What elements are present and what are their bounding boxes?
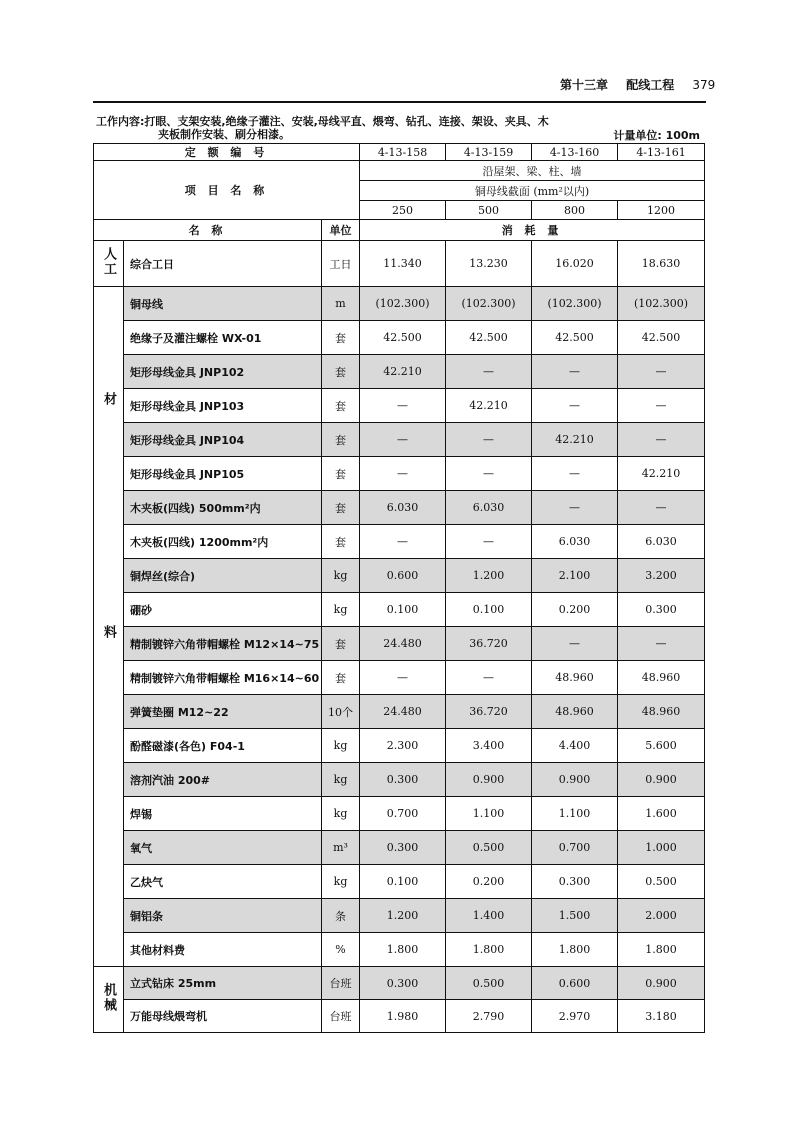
code-cell: 4-13-160 — [532, 144, 618, 161]
table-row — [94, 729, 705, 763]
value-cell: 16.020 — [532, 241, 618, 287]
value-cell: 48.960 — [618, 661, 705, 695]
table-row — [94, 967, 705, 1000]
item-name: 矩形母线金具 JNP102 — [124, 355, 322, 389]
value-cell: 11.340 — [360, 241, 446, 287]
item-name: 精制镀锌六角带帽螺栓 M12×14~75 — [124, 627, 322, 661]
value-cell: 2.790 — [446, 1000, 532, 1033]
value-cell: — — [360, 661, 446, 695]
chapter-label: 第十三章 — [560, 78, 609, 92]
size-cell: 800 — [532, 201, 618, 220]
work-label: 工作内容: — [96, 115, 145, 128]
value-cell: — — [446, 423, 532, 457]
value-cell: — — [532, 491, 618, 525]
item-name: 矩形母线金具 JNP103 — [124, 389, 322, 423]
category-cell — [94, 967, 124, 1033]
category-label: 机械 — [101, 983, 116, 1013]
item-name: 综合工日 — [124, 241, 322, 287]
value-cell: 36.720 — [446, 695, 532, 729]
table-row — [94, 389, 705, 423]
value-cell: — — [532, 627, 618, 661]
value-cell: 3.180 — [618, 1000, 705, 1033]
table-row — [94, 865, 705, 899]
value-cell: 0.600 — [532, 967, 618, 1000]
table-row — [94, 491, 705, 525]
value-cell: 42.210 — [618, 457, 705, 491]
value-cell: — — [618, 389, 705, 423]
group-row — [94, 161, 705, 181]
value-cell: 0.900 — [618, 967, 705, 1000]
value-cell: (102.300) — [446, 287, 532, 321]
item-unit: kg — [322, 729, 360, 763]
item-unit: 套 — [322, 355, 360, 389]
value-cell: 1.400 — [446, 899, 532, 933]
value-cell: 1.200 — [360, 899, 446, 933]
value-cell: 6.030 — [360, 491, 446, 525]
value-cell: 24.480 — [360, 627, 446, 661]
value-cell: 6.030 — [618, 525, 705, 559]
page-number: 379 — [692, 78, 716, 92]
value-cell: 4.400 — [532, 729, 618, 763]
value-cell: — — [532, 457, 618, 491]
code-cell: 4-13-159 — [446, 144, 532, 161]
header-rule — [93, 101, 706, 103]
item-name: 立式钻床 25mm — [124, 967, 322, 1000]
item-name: 万能母线煨弯机 — [124, 1000, 322, 1033]
table-row — [94, 525, 705, 559]
item-name: 乙炔气 — [124, 865, 322, 899]
value-cell: 2.100 — [532, 559, 618, 593]
table-row — [94, 593, 705, 627]
item-name: 木夹板(四线) 1200mm²内 — [124, 525, 322, 559]
item-name: 硼砂 — [124, 593, 322, 627]
value-cell: 3.400 — [446, 729, 532, 763]
item-name: 铜铝条 — [124, 899, 322, 933]
category-label: 材料 — [101, 392, 116, 858]
page-header — [560, 76, 716, 93]
value-cell: 0.500 — [446, 967, 532, 1000]
item-unit: 套 — [322, 321, 360, 355]
value-cell: 1.200 — [446, 559, 532, 593]
item-unit: kg — [322, 559, 360, 593]
value-cell: 1.800 — [446, 933, 532, 967]
item-unit: 套 — [322, 661, 360, 695]
value-cell: — — [446, 355, 532, 389]
value-cell: 0.100 — [360, 593, 446, 627]
value-cell: — — [360, 525, 446, 559]
item-name: 木夹板(四线) 500mm²内 — [124, 491, 322, 525]
value-cell: 0.300 — [618, 593, 705, 627]
size-cell: 250 — [360, 201, 446, 220]
value-cell: 0.700 — [532, 831, 618, 865]
unit-header: 单位 — [322, 220, 360, 241]
value-cell: 1.600 — [618, 797, 705, 831]
section-label: 配线工程 — [626, 78, 675, 92]
value-cell: 6.030 — [532, 525, 618, 559]
category-cell — [94, 287, 124, 967]
table-row — [94, 899, 705, 933]
value-cell: — — [446, 457, 532, 491]
value-cell: 1.100 — [532, 797, 618, 831]
code-cell: 4-13-158 — [360, 144, 446, 161]
item-name: 酚醛磁漆(各色) F04-1 — [124, 729, 322, 763]
category-cell — [94, 241, 124, 287]
value-cell: 0.300 — [360, 763, 446, 797]
item-unit: 套 — [322, 491, 360, 525]
value-cell: 42.210 — [446, 389, 532, 423]
group-title: 沿屋架、梁、柱、墙 — [360, 161, 705, 181]
item-unit: m³ — [322, 831, 360, 865]
code-cell: 4-13-161 — [618, 144, 705, 161]
item-unit: 套 — [322, 525, 360, 559]
table-row — [94, 831, 705, 865]
value-cell: 5.600 — [618, 729, 705, 763]
value-cell: 48.960 — [532, 695, 618, 729]
value-cell: — — [360, 389, 446, 423]
value-cell: — — [360, 423, 446, 457]
value-cell: 42.500 — [446, 321, 532, 355]
item-unit: kg — [322, 763, 360, 797]
table-row — [94, 797, 705, 831]
item-name: 溶剂汽油 200# — [124, 763, 322, 797]
value-cell: — — [618, 355, 705, 389]
work-line-1: 打眼、支架安装,绝缘子灌注、安装,母线平直、煨弯、钻孔、连接、架设、夹具、木 — [144, 115, 549, 128]
work-line-2: 夹板制作安装、刷分相漆。 — [158, 128, 290, 141]
value-cell: 1.100 — [446, 797, 532, 831]
value-cell: (102.300) — [360, 287, 446, 321]
item-unit: kg — [322, 797, 360, 831]
item-name: 焊锡 — [124, 797, 322, 831]
value-cell: 0.300 — [360, 967, 446, 1000]
item-name: 矩形母线金具 JNP105 — [124, 457, 322, 491]
value-cell: 0.100 — [360, 865, 446, 899]
value-cell: 0.900 — [532, 763, 618, 797]
item-unit: 工日 — [322, 241, 360, 287]
value-cell: 1.000 — [618, 831, 705, 865]
column-header-row — [94, 220, 705, 241]
value-cell: 0.200 — [532, 593, 618, 627]
value-cell: 0.300 — [532, 865, 618, 899]
value-cell: 0.300 — [360, 831, 446, 865]
size-cell: 1200 — [618, 201, 705, 220]
value-cell: 48.960 — [532, 661, 618, 695]
item-name: 精制镀锌六角带帽螺栓 M16×14~60 — [124, 661, 322, 695]
value-cell: 42.500 — [360, 321, 446, 355]
item-name: 其他材料费 — [124, 933, 322, 967]
value-cell: 0.900 — [446, 763, 532, 797]
value-cell: 0.700 — [360, 797, 446, 831]
value-cell: — — [618, 627, 705, 661]
value-cell: 0.100 — [446, 593, 532, 627]
value-cell: (102.300) — [618, 287, 705, 321]
category-label: 人工 — [101, 247, 116, 277]
item-name: 铜焊丝(综合) — [124, 559, 322, 593]
item-unit: kg — [322, 593, 360, 627]
name-header: 名 称 — [94, 220, 322, 241]
value-cell: 13.230 — [446, 241, 532, 287]
section-title: 铜母线截面 (mm²以内) — [360, 181, 705, 201]
table-row — [94, 627, 705, 661]
table-row — [94, 559, 705, 593]
item-name: 绝缘子及灌注螺栓 WX-01 — [124, 321, 322, 355]
table-row — [94, 763, 705, 797]
value-cell: 0.200 — [446, 865, 532, 899]
table-row — [94, 241, 705, 287]
value-cell: 1.500 — [532, 899, 618, 933]
table-row — [94, 695, 705, 729]
value-cell: 0.600 — [360, 559, 446, 593]
code-row — [94, 144, 705, 161]
item-label: 项 目 名 称 — [94, 161, 360, 220]
item-name: 弹簧垫圈 M12~22 — [124, 695, 322, 729]
item-unit: 套 — [322, 627, 360, 661]
table-row — [94, 321, 705, 355]
value-cell: 1.980 — [360, 1000, 446, 1033]
item-name: 铜母线 — [124, 287, 322, 321]
size-cell: 500 — [446, 201, 532, 220]
table-row — [94, 933, 705, 967]
value-cell: 42.500 — [618, 321, 705, 355]
value-cell: 48.960 — [618, 695, 705, 729]
value-cell: 24.480 — [360, 695, 446, 729]
item-unit: m — [322, 287, 360, 321]
value-cell: — — [618, 423, 705, 457]
value-cell: — — [360, 457, 446, 491]
value-cell: 42.500 — [532, 321, 618, 355]
value-cell: — — [532, 355, 618, 389]
table-row — [94, 1000, 705, 1033]
value-cell: 1.800 — [360, 933, 446, 967]
item-name: 氧气 — [124, 831, 322, 865]
measure-unit: 计量单位: 100m — [613, 129, 700, 142]
value-cell: — — [446, 525, 532, 559]
table-row — [94, 355, 705, 389]
work-content — [96, 115, 696, 141]
item-unit: % — [322, 933, 360, 967]
table-row — [94, 661, 705, 695]
quota-table — [93, 143, 705, 1033]
value-cell: 18.630 — [618, 241, 705, 287]
value-cell: 1.800 — [532, 933, 618, 967]
value-cell: 42.210 — [532, 423, 618, 457]
item-unit: 套 — [322, 389, 360, 423]
value-cell: 0.900 — [618, 763, 705, 797]
value-cell: (102.300) — [532, 287, 618, 321]
item-unit: 条 — [322, 899, 360, 933]
value-cell: 0.500 — [618, 865, 705, 899]
table-row — [94, 423, 705, 457]
value-cell: — — [618, 491, 705, 525]
value-cell: 0.500 — [446, 831, 532, 865]
item-unit: kg — [322, 865, 360, 899]
consumption-header: 消 耗 量 — [360, 220, 705, 241]
value-cell: 2.970 — [532, 1000, 618, 1033]
value-cell: 2.300 — [360, 729, 446, 763]
item-unit: 套 — [322, 423, 360, 457]
value-cell: — — [532, 389, 618, 423]
table-row — [94, 457, 705, 491]
value-cell: 3.200 — [618, 559, 705, 593]
value-cell: 42.210 — [360, 355, 446, 389]
item-unit: 台班 — [322, 967, 360, 1000]
item-unit: 10个 — [322, 695, 360, 729]
item-unit: 台班 — [322, 1000, 360, 1033]
value-cell: — — [446, 661, 532, 695]
quota-label: 定 额 编 号 — [94, 144, 360, 161]
value-cell: 2.000 — [618, 899, 705, 933]
item-name: 矩形母线金具 JNP104 — [124, 423, 322, 457]
value-cell: 1.800 — [618, 933, 705, 967]
value-cell: 36.720 — [446, 627, 532, 661]
table-row — [94, 287, 705, 321]
value-cell: 6.030 — [446, 491, 532, 525]
item-unit: 套 — [322, 457, 360, 491]
